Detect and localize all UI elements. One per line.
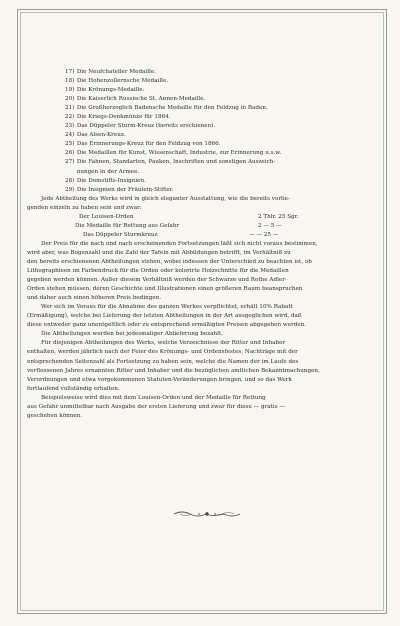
list-item: 29) Die Insignien der Fräulein-Stifter.	[65, 186, 174, 193]
list-item: 21) Die Großherzoglich Badensche Medaille für den Feldzug in Baden.	[65, 105, 268, 112]
text-line: Wer sich im Voraus für die Abnahme des ganzen Werkes verpflichtet, erhält 10% Rabatt	[41, 304, 293, 311]
list-item: 28) Die Domstifts-Insignien.	[65, 177, 146, 184]
text-line: gegeben werden können. Außer diesem Verhältniß werden der Schwarze und Rothe Adler-	[27, 277, 287, 284]
text-line: Beispielsweise wird dies mit dem Louisen-Orden und der Medaille für Rettung	[41, 394, 266, 401]
document-body	[27, 68, 373, 421]
text-line: verflossenen Jahres ernannten Ritter und Inhaber und die bezüglichen amtlichen Bekanntmachungen,	[27, 367, 320, 374]
text-line: Jede Abtheilung des Werks wird in gleich eleganter Ausstattung, wie die bereits vorlie-	[41, 195, 290, 202]
price-row: Die Medaille für Rettung aus Gefahr 2 — 5 —	[75, 222, 282, 229]
text-line: genden einzeln zu haben sein und zwar:	[27, 204, 142, 211]
paragraph-discount	[27, 303, 373, 330]
list-item: 17) Die Neufchateller Medaille.	[65, 69, 156, 75]
text-line: Die Abtheilungen werden bei jedesmaliger Ablieferung bezahlt.	[41, 331, 224, 338]
paragraph-supplements	[27, 339, 373, 393]
list-item: 23) Das Düppeler Sturm-Kreuz (bereits erschienen).	[65, 123, 216, 130]
price-list	[27, 213, 373, 240]
price-row: Das Düppeler Sturmkreuz — — 25 —	[83, 231, 279, 238]
text-line: Orden stehen müssen, deren Geschichte und Illustrationen einen größeren Raum beanspruchen	[27, 286, 303, 293]
list-item: 20) Die Kaiserlich Russische St. Annen-Medaille.	[65, 96, 206, 103]
text-line: aus Gefahr unmittelbar nach Ausgabe der ersten Lieferung und zwar für diese — gratis —	[27, 403, 286, 410]
list-item: 18) Die Hohenzollernsche Medaille.	[65, 78, 169, 85]
text-line: fortlaufend vollständig erhalten.	[27, 385, 120, 392]
text-line: Für diejenigen Abtheilungen des Werks, welche Verzeichnisse der Ritter und Inhaber	[41, 340, 286, 347]
text-line: wird aber, was Bogenzahl und die Zahl der Tafeln mit Abbildungen betrifft, im Verhältniß zu	[27, 249, 291, 256]
text-line: enthalten, werden jährlich nach der Feier des Krönungs- und Ordensfestes, Nachträge mit der	[27, 349, 298, 356]
paragraph-payment	[27, 330, 373, 339]
list-item: 24) Das Alsen-Kreuz.	[65, 132, 126, 139]
text-line: diese entweder ganz unentgeltlich oder zu entsprechend ermäßigten Preisen abgegeben werden.	[27, 322, 307, 329]
text-line: Verordnungen und etwa vorgekommenen Statuten-Veränderungen bringen, und so das Werk	[27, 376, 292, 383]
list-item: 19) Die Krönungs-Medaille.	[65, 87, 145, 94]
ornament-divider-icon	[172, 508, 242, 520]
paragraph-pricing	[27, 240, 373, 303]
text-line: entsprechenden Seitenzahl als Fortsetzung zu haben sein, welche die Namen der im Laufe des	[27, 358, 299, 365]
intro-paragraph	[27, 195, 373, 213]
list-item: 26) Die Medaillen für Kunst, Wissenschaft, Industrie, zur Erinnerung u.s.w.	[65, 150, 282, 157]
list-item: 25) Das Erinnerungs-Kreuz für den Feldzug von 1866.	[65, 141, 221, 148]
list-item: nungen in der Armee.	[76, 168, 140, 175]
paragraph-example	[27, 394, 373, 421]
list-item: 27) Die Fahnen, Standarten, Pauken, Inschriften und sonstigen Auszeich-	[65, 159, 276, 166]
text-line: Lithographieen im Farbendruck für die Orden oder kolorirte Holzschnitte für die Medaillen	[27, 268, 289, 275]
text-line: und daher auch einen höheren Preis bedingen.	[27, 295, 162, 302]
numbered-list	[27, 68, 373, 195]
text-line: (Ermäßigung), welche bei Lieferung der letzten Abtheilungen in der Art ausgeglichen wird, daß	[27, 313, 302, 320]
text-line: geschehen können.	[27, 412, 83, 419]
list-item: 22) Die Kriegs-Denkmünze für 1864.	[65, 114, 171, 121]
text-line: den bereits erschienenen Abtheilungen stehen, wobei indessen der Unterschied zu beachten ist, ob	[27, 258, 312, 265]
price-row: Der Louisen-Orden 2 Thlr. 25 Sgr.	[79, 213, 299, 220]
text-line: Der Preis für die nach und nach erscheinenden Fortsetzungen läßt sich nicht voraus bestimmen,	[41, 240, 318, 247]
